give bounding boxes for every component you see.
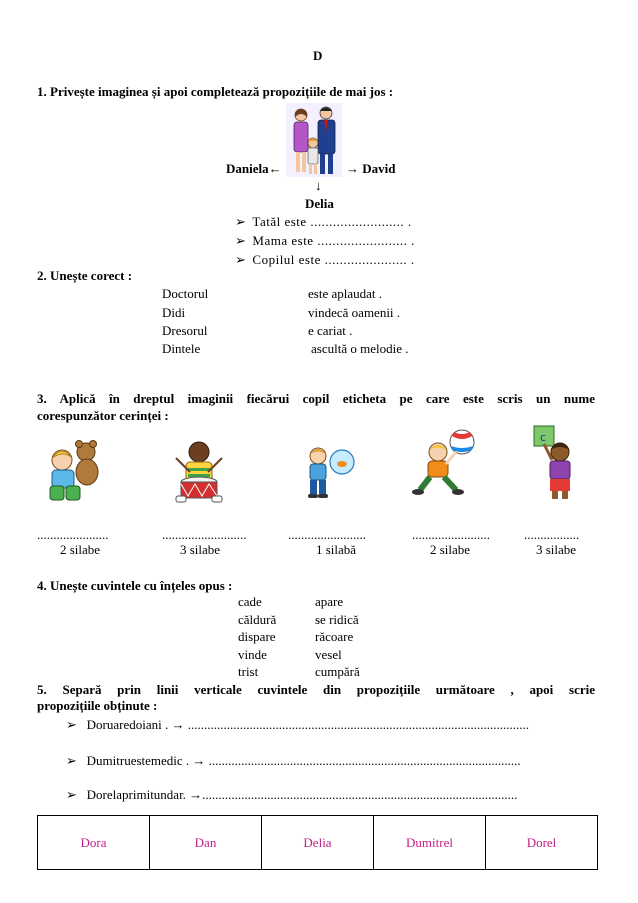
arrow-bullet-icon: ➢: [235, 252, 246, 267]
label-blank: ........................: [412, 527, 490, 542]
syllable-hint: 2 silabe: [430, 542, 471, 557]
page-letter: D: [313, 48, 323, 63]
antonym-right-item: răcoare: [315, 629, 354, 644]
family-bottom-name: Delia: [305, 196, 334, 211]
sentence-item: ➢ Dorelaprimitundar. →.................................................................................................: [66, 787, 518, 802]
arrow-bullet-icon: ➢: [66, 787, 77, 802]
antonym-left-item: cade: [238, 594, 262, 609]
antonym-left-item: dispare: [238, 629, 276, 644]
child-with-teddy-picture: [42, 438, 104, 502]
antonym-right-item: apare: [315, 594, 344, 609]
exercise-5-title: 5. Separă prin linii verticale cuvintele din propozițiile următoare , apoi scrie: [37, 682, 595, 697]
syllable-hint: 3 silabe: [180, 542, 221, 557]
syllable-hint: 1 silabă: [316, 542, 357, 557]
match-right-item: e cariat .: [308, 323, 353, 338]
list-item: ➢ Copilul este ...................... .: [235, 252, 415, 267]
svg-text:c: c: [540, 431, 547, 444]
name-label-cell: Dan: [150, 816, 262, 869]
family-left-name: Daniela←: [226, 161, 282, 176]
match-left-item: Doctorul: [162, 286, 209, 301]
name-label-cell: Delia: [262, 816, 374, 869]
match-right-item: vindecă oamenii .: [308, 305, 401, 320]
family-down-arrow: ↓: [315, 178, 322, 193]
arrow-bullet-icon: ➢: [235, 233, 246, 248]
list-item: ➢ Mama este ........................ .: [235, 233, 415, 248]
child-with-block-picture: [528, 424, 588, 502]
label-blank: .................: [524, 527, 580, 542]
match-left-item: Dresorul: [162, 323, 208, 338]
exercise-4-title: 4. Unește cuvintele cu înțeles opus :: [37, 578, 233, 593]
arrow-bullet-icon: ➢: [66, 717, 77, 732]
label-blank: ......................: [37, 527, 109, 542]
child-with-drum-picture: [166, 438, 232, 504]
match-left-item: Dintele: [162, 341, 201, 356]
match-right-item: ascultă o melodie .: [311, 341, 409, 356]
child-with-ball-picture: [412, 428, 484, 500]
antonym-left-item: vinde: [238, 647, 267, 662]
exercise-3-title: 3. Aplică în dreptul imaginii fiecărui copil eticheta pe care este scris un nume: [37, 391, 595, 406]
match-right-item: este aplaudat .: [308, 286, 382, 301]
name-label-cell: Dorel: [526, 834, 557, 850]
antonym-right-item: se ridică: [315, 612, 359, 627]
exercise-5-title-cont: propozițiile obținute :: [37, 698, 158, 713]
list-item: ➢ Tatăl este ......................... .: [235, 214, 412, 229]
label-blank: ........................: [288, 527, 366, 542]
label-blank: ..........................: [162, 527, 247, 542]
name-label-cell: Dumitrel: [374, 816, 486, 869]
antonym-left-item: căldură: [238, 612, 277, 627]
antonym-right-item: cumpără: [315, 664, 360, 679]
arrow-bullet-icon: ➢: [235, 214, 246, 229]
sentence-item: ➢ Doruaredoiani . → .........................................................................................................: [66, 717, 529, 732]
child-with-fishbowl-picture: [304, 444, 356, 500]
syllable-hint: 2 silabe: [60, 542, 101, 557]
antonym-right-item: vesel: [315, 647, 342, 662]
name-labels-table: [37, 815, 598, 870]
exercise-3-title-cont: corespunzător cerinței :: [37, 408, 169, 423]
family-right-name: → David: [346, 161, 396, 176]
sentence-item: ➢ Dumitruestemedic . → ................................................................................................: [66, 753, 521, 768]
antonym-left-item: trist: [238, 664, 259, 679]
name-label-cell: Dora: [38, 816, 150, 869]
exercise-1-title: 1. Privește imaginea și apoi completează propozițiile de mai jos :: [37, 84, 394, 99]
arrow-bullet-icon: ➢: [66, 753, 77, 768]
syllable-hint: 3 silabe: [536, 542, 577, 557]
exercise-2-title: 2. Unește corect :: [37, 268, 133, 283]
match-left-item: Didi: [162, 305, 186, 320]
family-picture: [286, 103, 342, 177]
